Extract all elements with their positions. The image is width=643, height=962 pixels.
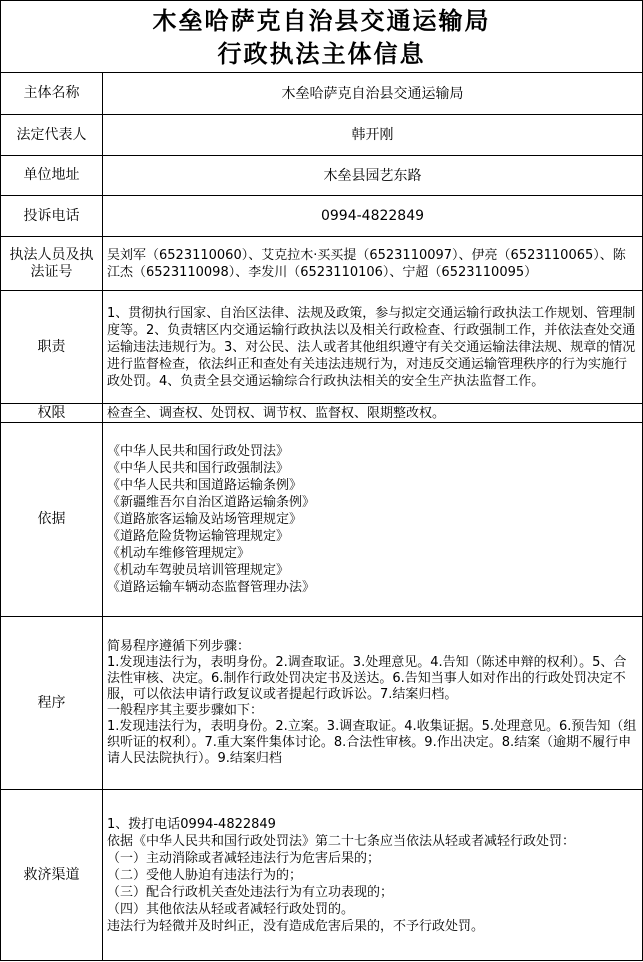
row-procedure	[1, 617, 643, 790]
basis-item: 《机动车维修管理规定》	[107, 546, 251, 561]
remedy-content	[103, 790, 643, 961]
document-title: 木垒哈萨克自治县交通运输局	[152, 6, 491, 35]
basis-item: 《道路运输车辆动态监督管理办法》	[107, 580, 316, 595]
remedy-item: （二）受他人胁迫有违法行为的；	[107, 867, 303, 883]
remedy-item: （三）配合行政机关查处违法行为有立功表现的；	[107, 884, 394, 900]
row-entity-name	[1, 73, 643, 115]
remedy-basis: 依据《中华人民共和国行政处罚法》第二十七条应当依法从轻或者减轻行政处罚：	[107, 833, 576, 849]
remedy-item: （四）其他依法从轻或者减轻行政处罚的。	[107, 901, 355, 917]
officers-value: 吴刘军（6523110060）、艾克拉木·买买提（6523110097）、伊亮（6523110065）、陈江杰（6523110098）、李发川（6523110106）、宁超（6523110095）	[103, 237, 643, 291]
simple-procedure-heading: 简易程序遵循下列步骤：	[107, 639, 251, 654]
duties-label: 职责	[1, 291, 103, 404]
general-procedure-heading: 一般程序其主要步骤如下：	[107, 703, 264, 718]
legal-rep-label: 法定代表人	[1, 115, 103, 156]
row-address	[1, 156, 643, 196]
address-label: 单位地址	[1, 156, 103, 196]
row-complaint-phone	[1, 196, 643, 237]
basis-item: 《机动车驾驶员培训管理规定》	[107, 563, 290, 578]
general-procedure-steps: 1.发现违法行为，表明身份。2.立案。3.调查取证。4.收集证据。5.处理意见。6.预告知（组织听证的权利）。7.重大案件集体讨论。8.合法性审核。9.作出决定。8.结案（逾期不履行申请人民法院执行）。9.结案归档	[107, 719, 637, 766]
powers-value: 检查全、调查权、处罚权、调节权、监督权、限期整改权。	[103, 404, 643, 423]
document-subtitle: 行政执法主体信息	[217, 39, 426, 68]
remedy-closing: 违法行为轻微并及时纠正，没有造成危害后果的，不予行政处罚。	[107, 918, 485, 934]
row-basis	[1, 423, 643, 617]
basis-item: 《中华人民共和国行政处罚法》	[107, 444, 290, 459]
basis-item: 《新疆维吾尔自治区道路运输条例》	[107, 495, 316, 510]
procedure-content	[103, 617, 643, 790]
info-table	[0, 72, 643, 961]
basis-item: 《道路危险货物运输管理规定》	[107, 529, 290, 544]
powers-label: 权限	[1, 404, 103, 423]
procedure-label: 程序	[1, 617, 103, 790]
officers-label: 执法人员及执法证号	[1, 237, 103, 291]
row-duties	[1, 291, 643, 404]
row-powers	[1, 404, 643, 423]
basis-item: 《道路旅客运输及站场管理规定》	[107, 512, 303, 527]
remedy-phone: 1、拨打电话0994-4822849	[107, 816, 276, 832]
basis-item: 《中华人民共和国行政强制法》	[107, 461, 290, 476]
row-officers	[1, 237, 643, 291]
title-block	[0, 0, 643, 72]
remedy-item: （一）主动消除或者减轻违法行为危害后果的；	[107, 850, 381, 866]
remedy-label: 救济渠道	[1, 790, 103, 961]
simple-procedure-steps: 1.发现违法行为，表明身份。2.调查取证。3.处理意见。4.告知（陈述申辩的权利）。5、合法性审核、决定。6.制作行政处罚决定书及送达。6.告知当事人如对作出的行政处罚决定不服，可以依法申请行政复议或者提起行政诉讼。7.结案归档。	[107, 655, 627, 702]
entity-name-label: 主体名称	[1, 73, 103, 115]
basis-item: 《中华人民共和国道路运输条例》	[107, 478, 303, 493]
legal-rep-value: 韩开刚	[103, 115, 643, 156]
address-value: 木垒县园艺东路	[103, 156, 643, 196]
complaint-phone-label: 投诉电话	[1, 196, 103, 237]
row-remedy	[1, 790, 643, 961]
entity-name-value: 木垒哈萨克自治县交通运输局	[103, 73, 643, 115]
row-legal-rep	[1, 115, 643, 156]
basis-label: 依据	[1, 423, 103, 617]
complaint-phone-value: 0994-4822849	[103, 196, 643, 237]
duties-value: 1、贯彻执行国家、自治区法律、法规及政策，参与拟定交通运输行政执法工作规划、管理制度等。2、负责辖区内交通运输行政执法以及相关行政检查、行政强制工作，并依法查处交通运输违法违规行为。3、对公民、法人或者其他组织遵守有关交通运输法律法规、规章的情况进行监督检查，依法纠正和查处有关违法违规行为，对违反交通运输管理秩序的行为实施行政处罚。4、负责全县交通运输综合行政执法相关的安全生产执法监督工作。	[103, 291, 643, 404]
basis-list	[103, 423, 643, 617]
